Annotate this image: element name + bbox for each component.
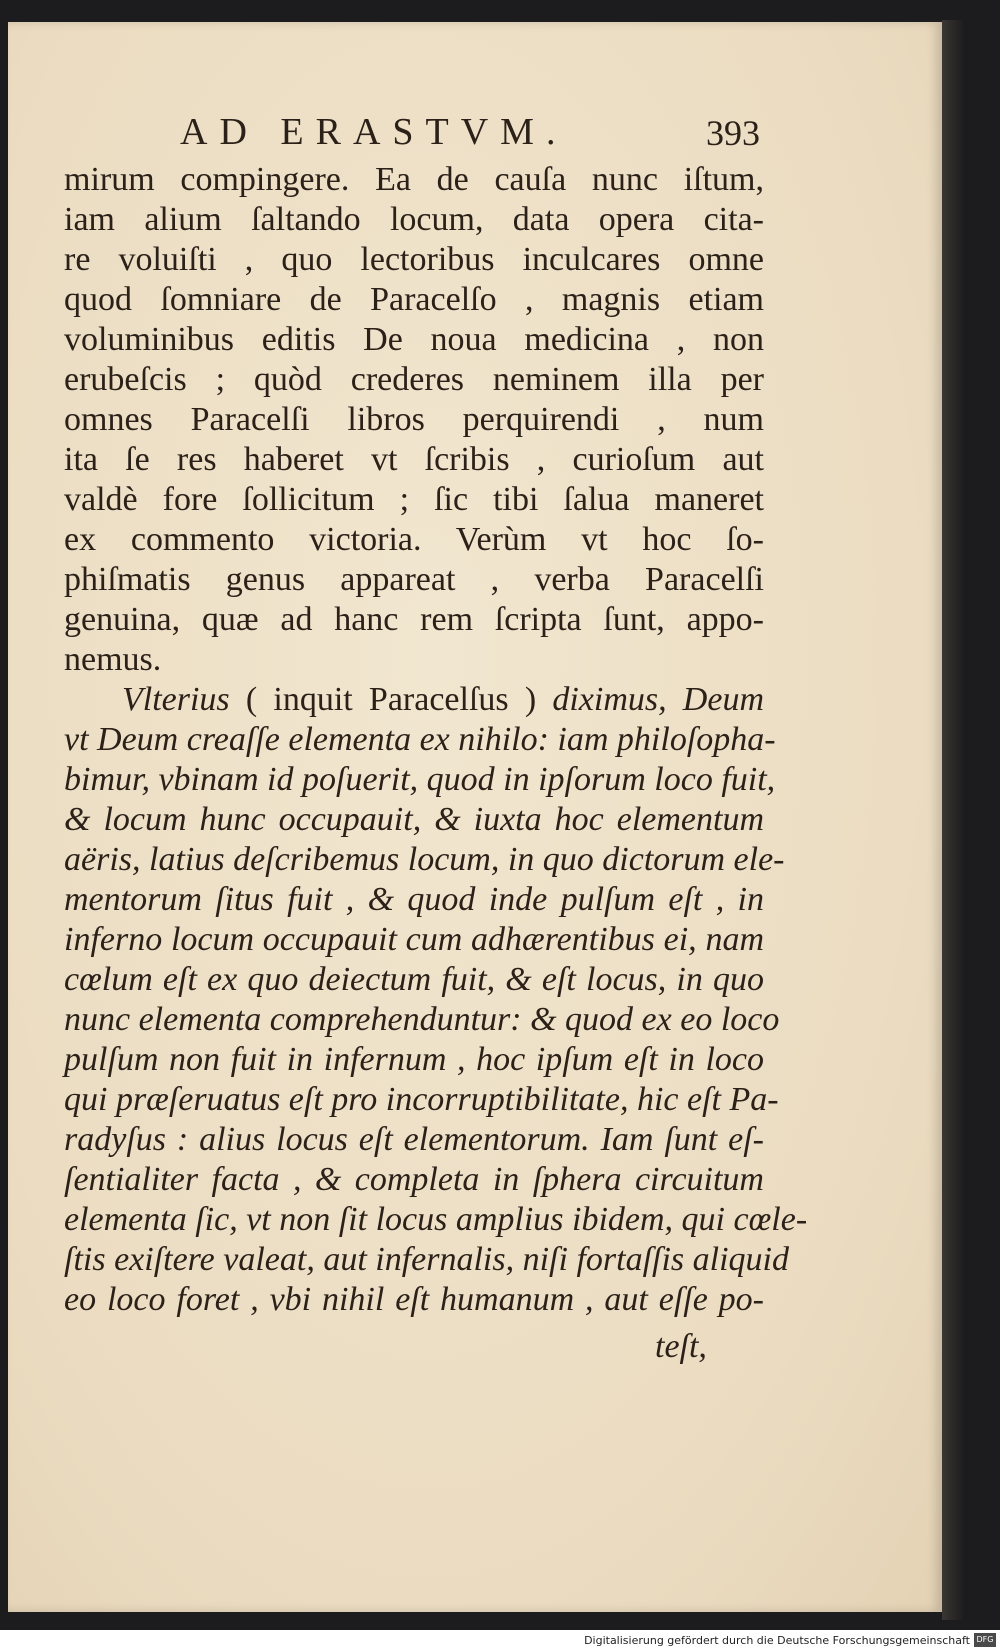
text-line: omnes Paracelſi libros perquirendi , num <box>64 401 764 438</box>
quote-line: elementa ſic, vt non ſit locus amplius ibidem, qui cœle- <box>64 1201 808 1238</box>
text-line: ita ſe res haberet vt ſcribis , curioſum aut <box>64 441 764 478</box>
text-line: re voluiſti , quo lectoribus inculcares omne <box>64 241 764 278</box>
quote-line: aëris, latius deſcribemus locum, in quo dictorum ele- <box>64 841 785 878</box>
page-number: 393 <box>706 113 760 153</box>
text-line: valdè fore ſollicitum ; ſic tibi ſalua maneret <box>64 481 764 518</box>
quote-line: eo loco foret , vbi nihil eſt humanum , aut eſſe po- <box>64 1281 764 1318</box>
quote-roman-mid: ( inquit Paracelſus ) <box>229 681 553 718</box>
text-line: phiſmatis genus appareat , verba Paracelſi <box>64 561 764 598</box>
funding-credit: Digitalisierung gefördert durch die Deutsche Forschungsgemeinschaft <box>584 1634 970 1647</box>
text-line: iam alium ſaltando locum, data opera cita- <box>64 201 764 238</box>
quote-line: mentorum ſitus fuit , & quod inde pulſum eſt , in <box>64 881 764 918</box>
page-header <box>180 110 760 154</box>
dfg-logo: DFG <box>974 1633 996 1647</box>
quote-line: inferno locum occupauit cum adhærentibus ei, nam <box>64 921 764 958</box>
quote-line: qui præſeruatus eſt pro incorruptibilitate, hic eſt Pa- <box>64 1081 779 1118</box>
quote-line: radyſus : alius locus eſt elementorum. Iam ſunt eſ- <box>64 1121 764 1158</box>
quote-first-line <box>64 680 764 720</box>
quote-line: & locum hunc occupauit, & iuxta hoc elementum <box>64 801 764 838</box>
catchword: teſt, <box>655 1328 707 1365</box>
text-line: nemus. <box>64 641 162 678</box>
text-line: voluminibus editis De noua medicina , non <box>64 321 764 358</box>
text-line: genuina, quæ ad hanc rem ſcripta ſunt, appo- <box>64 601 764 638</box>
quote-line: pulſum non fuit in infernum , hoc ipſum eſt in loco <box>64 1041 764 1078</box>
text-line: ex commento victoria. Verùm vt hoc ſo- <box>64 521 764 558</box>
text-line: erubeſcis ; quòd crederes neminem illa per <box>64 361 764 398</box>
quote-italic-end: diximus, Deum <box>552 681 765 718</box>
quote-italic-start: Vlterius <box>122 681 230 718</box>
text-line: mirum compingere. Ea de cauſa nunc iſtum, <box>64 161 764 198</box>
quote-line: ſtis exiſtere valeat, aut infernalis, niſi fortaſſis aliquid <box>64 1241 789 1278</box>
running-head: AD ERASTVM. <box>180 111 568 153</box>
quote-line: bimur, vbinam id poſuerit, quod in ipſorum loco fuit, <box>64 761 776 798</box>
quote-line: vt Deum creaſſe elementa ex nihilo: iam philoſopha- <box>64 721 776 758</box>
text-line: quod ſomniare de Paracelſo , magnis etiam <box>64 281 764 318</box>
quote-line: nunc elementa comprehenduntur: & quod ex eo loco <box>64 1001 780 1038</box>
quote-line: cœlum eſt ex quo deiectum fuit, & eſt locus, in quo <box>64 961 764 998</box>
page-edge <box>942 20 966 1620</box>
body-text <box>64 160 808 1320</box>
quote-line: ſentialiter facta , & completa in ſphera circuitum <box>64 1161 764 1198</box>
